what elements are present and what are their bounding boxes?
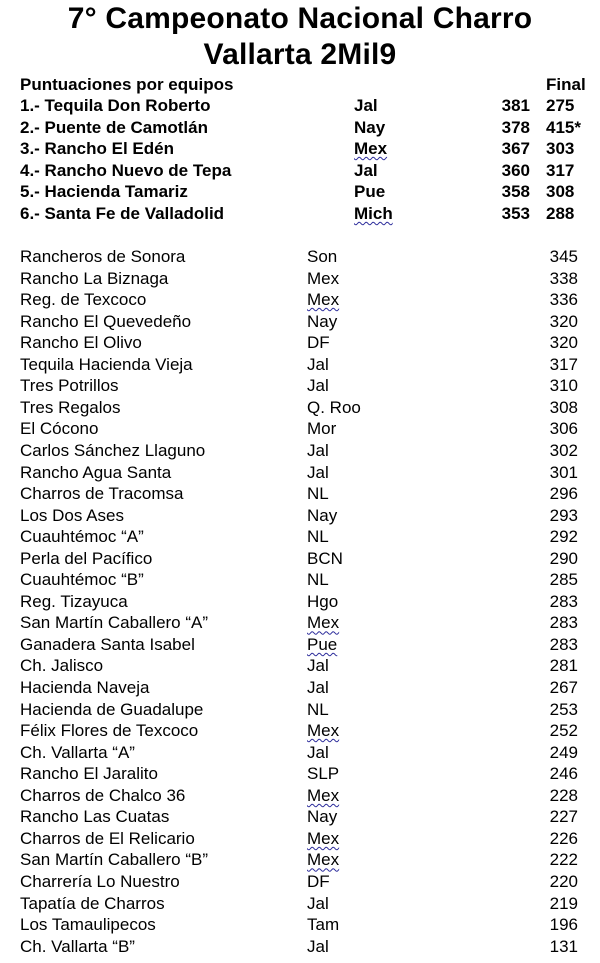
team-row [0,569,600,590]
team-name: Charrería Lo Nuestro [20,871,180,891]
team-points: 249 [549,742,578,762]
team-row [0,418,600,439]
team-name: Rancho Agua Santa [20,462,172,482]
team-name: Charros de El Relicario [20,828,195,848]
team-name: San Martín Caballero “B” [20,850,209,870]
team-points: 283 [549,634,578,654]
team-points: 301 [549,462,578,482]
team-points: 252 [549,721,578,741]
section-header: Puntuaciones por equipos [20,75,234,94]
team-state: Mex [307,268,340,288]
team-state: NL [307,527,329,547]
team-row [0,828,600,849]
title-line-1: 7° Campeonato Nacional Charro [67,2,533,35]
team-row [0,699,600,720]
finalist-final: 317 [546,160,575,180]
team-name: San Martín Caballero “A” [20,613,209,633]
team-row [0,591,600,612]
team-name: Ganadera Santa Isabel [20,634,195,654]
team-row [0,354,600,375]
team-name: Rancho El Jaralito [20,764,158,784]
team-row [0,440,600,461]
team-points: 292 [549,527,578,547]
team-state: BCN [307,548,343,568]
team-state: Son [307,247,338,266]
team-points: 302 [549,440,578,460]
team-name: Charros de Chalco 36 [20,785,186,805]
team-state: DF [307,871,330,891]
finalist-state: Jal [354,160,378,180]
finalist-row [0,117,600,138]
team-name: Cuauhtémoc “A” [20,527,144,547]
team-points: 228 [549,785,578,805]
team-points: 306 [549,419,578,439]
team-state: Nay [307,505,338,525]
finalist-name: 3.- Rancho El Edén [20,139,174,159]
team-points: 293 [549,505,578,525]
team-row [0,655,600,676]
team-name: Rancho El Quevedeño [20,311,192,331]
team-name: Félix Flores de Texcoco [20,721,199,741]
finalist-state: Nay [354,117,386,137]
team-points: 220 [549,871,578,891]
final-column-header: Final [546,75,586,94]
finalist-state: Mex [354,139,388,159]
team-row [0,505,600,526]
team-name: Rancho Las Cuatas [20,807,170,827]
team-points: 131 [549,936,578,956]
team-row [0,720,600,741]
team-row [0,375,600,396]
team-state: Jal [307,462,329,482]
team-row [0,548,600,569]
team-name: Ch. Vallarta “A” [20,742,135,762]
team-points: 227 [549,807,578,827]
team-row [0,612,600,633]
finalist-name: 2.- Puente de Camotlán [20,117,208,137]
team-row [0,268,600,289]
team-points: 345 [549,247,578,266]
team-points: 226 [549,828,578,848]
team-name: Tequila Hacienda Vieja [20,354,193,374]
team-points: 310 [549,376,578,396]
finalist-name: 6.- Santa Fe de Valladolid [20,204,225,223]
team-points: 281 [549,656,578,676]
team-row [0,763,600,784]
finalist-row [0,138,600,159]
team-points: 296 [549,484,578,504]
finalist-points: 353 [501,204,530,223]
finalist-row [0,181,600,202]
team-row [0,311,600,332]
team-row [0,526,600,547]
team-name: Rancheros de Sonora [20,247,186,266]
team-points: 267 [549,678,578,697]
team-state: NL [307,570,329,590]
team-state: Jal [307,354,329,374]
team-state: Jal [307,656,329,676]
finalist-points: 381 [501,96,530,115]
team-state: Nay [307,807,338,827]
team-name: Reg. Tizayuca [20,591,128,611]
team-row [0,677,600,698]
team-name: Ch. Vallarta “B” [20,936,135,956]
team-name: Rancho La Biznaga [20,268,169,288]
team-points: 308 [549,397,578,417]
team-row [0,785,600,806]
team-points: 320 [549,311,578,331]
team-row [0,397,600,418]
team-name: Hacienda Naveja [20,678,150,697]
team-state: Jal [307,742,329,762]
team-state: NL [307,484,329,504]
team-row [0,806,600,827]
team-state: Jal [307,936,329,956]
team-state: Jal [307,678,329,697]
team-row [0,849,600,870]
team-state: Mex [307,721,340,741]
team-state: Mor [307,419,337,439]
team-state: DF [307,333,330,353]
team-name: Perla del Pacífico [20,548,153,568]
finalist-final: 303 [546,139,575,159]
finalist-name: 5.- Hacienda Tamariz [20,182,188,202]
finalist-final: 275 [546,96,575,115]
team-name: El Cócono [20,419,99,439]
finalist-final: 415* [546,117,581,137]
team-name: Cuauhtémoc “B” [20,570,144,590]
team-row [0,914,600,935]
team-points: 253 [549,699,578,719]
team-state: Mex [307,290,340,310]
finalist-points: 378 [501,117,530,137]
team-row [0,893,600,914]
team-row [0,936,600,957]
team-state: Jal [307,376,329,396]
finalist-points: 367 [501,139,530,159]
team-state: Mex [307,828,340,848]
finalist-state: Pue [354,182,386,202]
team-name: Los Dos Ases [20,505,124,525]
team-name: Ch. Jalisco [20,656,104,676]
team-name: Tres Regalos [20,397,121,417]
finalist-state: Jal [354,96,378,115]
team-state: Jal [307,440,329,460]
team-name: Rancho El Olivo [20,333,142,353]
team-state: SLP [307,764,340,784]
team-state: Hgo [307,591,339,611]
team-points: 283 [549,591,578,611]
team-name: Reg. de Texcoco [20,290,147,310]
team-row [0,289,600,310]
team-points: 317 [549,354,578,374]
team-row [0,332,600,353]
title-line-2: Vallarta 2Mil9 [203,38,397,71]
team-name: Hacienda de Guadalupe [20,699,204,719]
finalist-row [0,95,600,116]
team-row [0,246,600,267]
finalist-final: 308 [546,182,575,202]
team-points: 219 [549,893,578,913]
team-state: Tam [307,915,340,935]
team-name: Carlos Sánchez Llaguno [20,440,206,460]
team-state: Mex [307,785,340,805]
team-name: Los Tamaulipecos [20,915,156,935]
team-points: 283 [549,613,578,633]
finalist-points: 358 [501,182,530,202]
finalist-name: 4.- Rancho Nuevo de Tepa [20,160,232,180]
team-state: Q. Roo [307,397,361,417]
finalist-state: Mich [354,204,393,223]
team-state: Mex [307,613,340,633]
team-row [0,634,600,655]
team-row [0,483,600,504]
team-row [0,871,600,892]
team-state: Nay [307,311,338,331]
team-name: Charros de Tracomsa [20,484,184,504]
team-points: 338 [549,268,578,288]
team-state: Mex [307,850,340,870]
team-state: Jal [307,893,329,913]
team-points: 290 [549,548,578,568]
team-row [0,462,600,483]
team-row [0,742,600,763]
team-points: 196 [549,915,578,935]
finalist-points: 360 [501,160,530,180]
finalist-row [0,203,600,224]
finalist-final: 288 [546,204,575,223]
team-points: 320 [549,333,578,353]
finalist-name: 1.- Tequila Don Roberto [20,96,211,115]
team-name: Tres Potrillos [20,376,119,396]
team-points: 222 [549,850,578,870]
team-points: 336 [549,290,578,310]
team-points: 246 [549,764,578,784]
finalist-row [0,160,600,181]
team-state: NL [307,699,329,719]
team-name: Tapatía de Charros [20,893,165,913]
team-points: 285 [549,570,578,590]
team-state: Pue [307,634,338,654]
